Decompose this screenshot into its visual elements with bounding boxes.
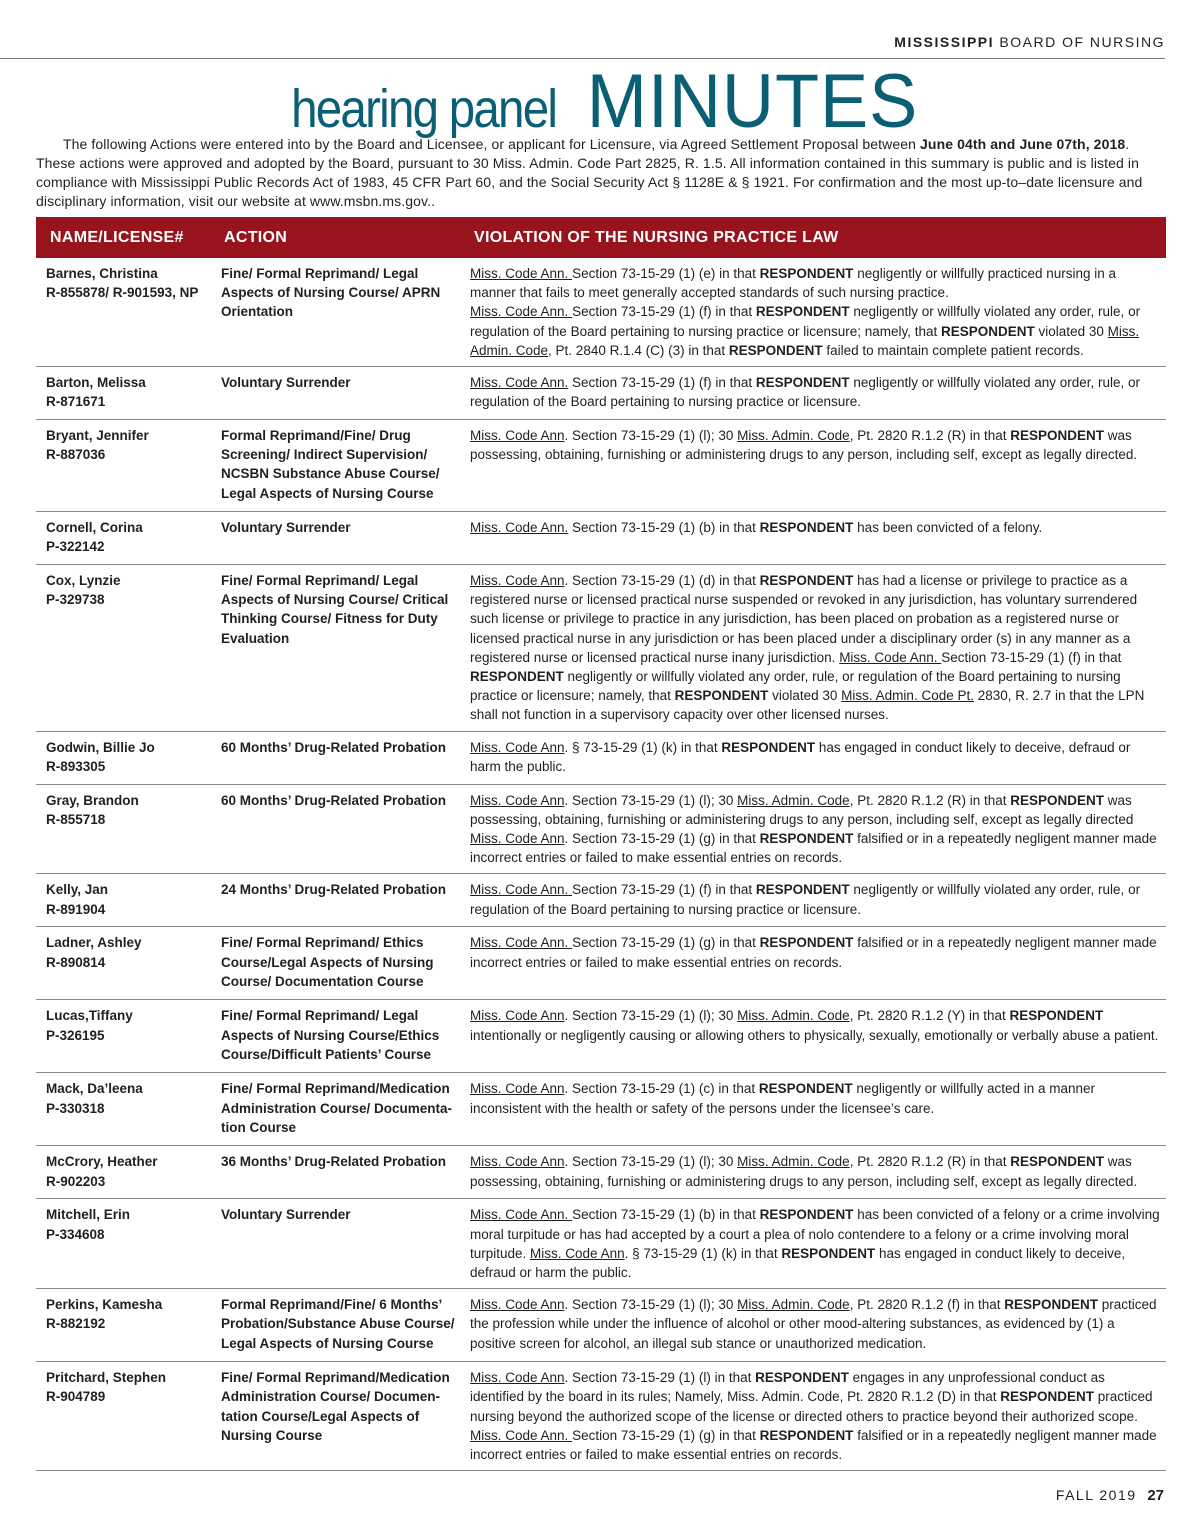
- licensee-name: Bryant, Jennifer: [46, 428, 149, 444]
- licensee-name: Cox, Lynzie: [46, 573, 121, 589]
- action-cell: 60 Months’ Drug-Related Probation: [221, 739, 447, 755]
- page-number: 27: [1147, 1487, 1164, 1504]
- page-header: [0, 0, 1165, 59]
- action-cell: Formal Reprimand/Fine/ 6 Months’ Probation/Substance Abuse Course/ Legal Aspects of Nursing Course: [221, 1297, 455, 1351]
- table-row: [36, 732, 1166, 785]
- license-number: R-887036: [46, 447, 106, 463]
- license-number: R-893305: [46, 758, 106, 774]
- licensee-name: Pritchard, Stephen: [46, 1370, 167, 1386]
- col-violation-header: VIOLATION OF THE NURSING PRACTICE LAW: [474, 229, 839, 246]
- violation-cell: Miss. Code Ann. Section 73-15-29 (1) (g) in that RESPONDENT falsified or in a repeatedly negligent manner made incorrect entries or failed to make essential entries on records.: [470, 935, 1157, 970]
- action-cell: Fine/ Formal Reprimand/Medication Administration Course/ Documen- tation Course/Legal Aspects of Nursing Course: [221, 1370, 450, 1443]
- action-cell: Fine/ Formal Reprimand/ Legal Aspects of Nursing Course/Ethics Course/Difficult Patients’ Course: [221, 1008, 440, 1062]
- violation-cell: Miss. Code Ann. § 73-15-29 (1) (k) in that RESPONDENT has engaged in conduct likely to deceive, defraud or harm the public.: [470, 739, 1131, 774]
- table-row: [36, 1073, 1166, 1146]
- violation-cell: Miss. Code Ann. Section 73-15-29 (1) (c) in that RESPONDENT negligently or willfully acted in a manner inconsistent with the health or safety of the persons under the licensee’s care.: [470, 1081, 1096, 1116]
- license-number: P-326195: [46, 1027, 105, 1043]
- violation-cell: Miss. Code Ann. Section 73-15-29 (1) (l); 30 Miss. Admin. Code, Pt. 2820 R.1.2 (R) in that RESPONDENT was possessing, obtaining, furnishing or administering drugs to any person, including self, except as legally directed Miss. Code Ann. Section 73-15-29 (1) (g) in that RESPONDENT falsified or in a repeatedly negligent manner made incorrect entries or failed to make essential entries on records.: [470, 792, 1157, 866]
- intro-paragraph: [36, 135, 1166, 211]
- action-cell: Formal Reprimand/Fine/ Drug Screening/ Indirect Supervision/ NCSBN Substance Abuse Course/ Legal Aspects of Nursing Course: [221, 428, 440, 501]
- licensee-name: Mack, Da’leena: [46, 1081, 143, 1097]
- table-row: [36, 1000, 1166, 1073]
- licensee-name: McCrory, Heather: [46, 1154, 158, 1170]
- license-number: R-882192: [46, 1316, 106, 1332]
- action-cell: Fine/ Formal Reprimand/ Legal Aspects of Nursing Course/ Critical Thinking Course/ Fitness for Duty Evaluation: [221, 573, 449, 646]
- issue-season: FALL 2019: [1055, 1487, 1137, 1503]
- license-number: R-890814: [46, 954, 106, 970]
- licensee-cell: [46, 933, 216, 971]
- license-number: R-902203: [46, 1173, 106, 1189]
- licensee-name: Lucas,Tiffany: [46, 1008, 133, 1024]
- table-row: [36, 1289, 1166, 1362]
- table-row: [36, 420, 1166, 512]
- violation-cell: Miss. Code Ann. Section 73-15-29 (1) (d) in that RESPONDENT has had a license or privilege to practice as a registered nurse or licensed practical nurse suspended or revoked in any jurisdiction, has voluntary surrendered such license or privilege to practice in any jurisdiction, has been placed on probation as a registered nurse or licensed practical nurse in any jurisdiction or has been placed under a disciplinary order (s) in any manner as a registered nurse or licensed practical nurse inany jurisdiction. Miss. Code Ann. Section 73-15-29 (1) (f) in that RESPONDENT negligently or willfully violated any order, rule, or regulation of the Board pertaining to nursing practice or licensure; namely, that RESPONDENT violated 30 Miss. Admin. Code Pt. 2830, R. 2.7 in that the LPN shall not function in a supervisory capacity over other licensed nurses.: [470, 573, 1145, 723]
- intro-dates: June 04th and June 07th, 2018: [920, 136, 1126, 152]
- table-row: [36, 927, 1166, 1000]
- table-row: [36, 1146, 1166, 1199]
- table-row: [36, 1362, 1166, 1471]
- violation-cell: Miss. Code Ann. Section 73-15-29 (1) (l); 30 Miss. Admin. Code, Pt. 2820 R.1.2 (R) in that RESPONDENT was possessing, obtaining, furnishing or administering drugs to any person, including self, except as legally directed.: [470, 1154, 1138, 1189]
- action-cell: 24 Months’ Drug-Related Probation: [221, 882, 447, 898]
- licensee-name: Barnes, Christina: [46, 266, 158, 281]
- col-name-header: NAME/LICENSE#: [50, 229, 184, 246]
- license-number: R-891904: [46, 901, 106, 917]
- intro-text-b: . These actions were approved and adopted by the Board, pursuant to 30 Miss. Admin. Code Part 2825, R. 1.5. All information contained in this summary is public and is listed in compliance with Mississippi Public Records Act of 1983, 45 CFR Part 60, and the Social Security Act § 1128E & § 1921. For confirmation and the most up-to–date licensure and disciplinary information, visit our website at www.msbn.ms.gov..: [36, 136, 1143, 209]
- violation-cell: Miss. Code Ann. Section 73-15-29 (1) (l); 30 Miss. Admin. Code, Pt. 2820 R.1.2 (Y) in that RESPONDENT intentionally or negligently causing or allowing others to physically, sexually, emotionally or verbally abuse a patient.: [470, 1008, 1159, 1043]
- license-number: P-329738: [46, 592, 105, 608]
- licensee-cell: [46, 1205, 216, 1243]
- actions-table: [36, 258, 1166, 1471]
- table-row: [36, 367, 1166, 420]
- license-number: R-904789: [46, 1389, 106, 1405]
- violation-cell: Miss. Code Ann. Section 73-15-29 (1) (f) in that RESPONDENT negligently or willfully violated any order, rule, or regulation of the Board pertaining to nursing practice or licensure.: [470, 882, 1141, 917]
- action-cell: Voluntary Surrender: [221, 375, 351, 391]
- license-number: P-330318: [46, 1100, 105, 1116]
- licensee-name: Godwin, Billie Jo: [46, 739, 155, 755]
- licensee-cell: [46, 1006, 216, 1044]
- licensee-cell: [46, 1368, 216, 1406]
- licensee-cell: [46, 426, 216, 464]
- table-row: [36, 258, 1166, 367]
- title-part2: MINUTES: [587, 59, 919, 144]
- action-cell: Voluntary Surrender: [221, 1207, 351, 1223]
- licensee-name: Perkins, Kamesha: [46, 1297, 163, 1313]
- licensee-name: Barton, Melissa: [46, 375, 146, 391]
- violation-cell: Miss. Code Ann. Section 73-15-29 (1) (e) in that RESPONDENT negligently or willfully practiced nursing in a manner that fails to meet generally accepted standards of such nursing practice. Miss. Code Ann. Section 73-15-29 (1) (f) in that RESPONDENT negligently or willfully violated any order, rule, or regulation of the Board pertaining to nursing practice or licensure; namely, that RESPONDENT violated 30 Miss. Admin. Code, Pt. 2840 R.1.4 (C) (3) in that RESPONDENT failed to maintain complete patient records.: [470, 266, 1141, 358]
- board-name: BOARD OF NURSING: [999, 34, 1165, 50]
- license-number: R-855878/ R-901593, NP: [46, 285, 199, 301]
- license-number: R-871671: [46, 394, 106, 410]
- licensee-name: Gray, Brandon: [46, 792, 139, 808]
- col-action-header: ACTION: [224, 229, 288, 246]
- table-row: [36, 1199, 1166, 1289]
- licensee-name: Ladner, Ashley: [46, 935, 142, 951]
- license-number: P-322142: [46, 539, 105, 555]
- action-cell: Fine/ Formal Reprimand/ Legal Aspects of Nursing Course/ APRN Orientation: [221, 266, 441, 320]
- table-row: [36, 565, 1166, 732]
- licensee-cell: [46, 1152, 216, 1190]
- publication-name: [894, 34, 1165, 50]
- licensee-cell: [46, 373, 216, 411]
- action-cell: Fine/ Formal Reprimand/Medication Administration Course/ Documenta- tion Course: [221, 1081, 453, 1135]
- page-footer: [1056, 1487, 1164, 1504]
- action-cell: Fine/ Formal Reprimand/ Ethics Course/Legal Aspects of Nursing Course/ Documentation Course: [221, 935, 434, 989]
- table-row: [36, 512, 1166, 565]
- licensee-cell: [46, 738, 216, 776]
- licensee-cell: [46, 1295, 216, 1333]
- licensee-name: Cornell, Corina: [46, 520, 143, 536]
- licensee-name: Kelly, Jan: [46, 882, 109, 898]
- state-name: MISSISSIPPI: [894, 34, 995, 50]
- violation-cell: Miss. Code Ann. Section 73-15-29 (1) (l); 30 Miss. Admin. Code, Pt. 2820 R.1.2 (R) in that RESPONDENT was possessing, obtaining, furnishing or administering drugs to any person, including self, except as legally directed.: [470, 428, 1138, 463]
- violation-cell: Miss. Code Ann. Section 73-15-29 (1) (l); 30 Miss. Admin. Code, Pt. 2820 R.1.2 (f) in that RESPONDENT practiced the profession while under the influence of alcohol or other mood-altering substances, as evidenced by (1) a positive screen for alcohol, an illegal sub stance or unauthorized medication.: [470, 1297, 1157, 1351]
- licensee-name: Mitchell, Erin: [46, 1207, 131, 1223]
- violation-cell: Miss. Code Ann. Section 73-15-29 (1) (b) in that RESPONDENT has been convicted of a felony.: [470, 520, 1043, 536]
- violation-cell: Miss. Code Ann. Section 73-15-29 (1) (l) in that RESPONDENT engages in any unprofessional conduct as identified by the board in its rules; Namely, Miss. Admin. Code, Pt. 2820 R.1.2 (D) in that RESPONDENT practiced nursing beyond the authorized scope of the license or directed others to practice beyond their authorized scope. Miss. Code Ann. Section 73-15-29 (1) (g) in that RESPONDENT falsified or in a repeatedly negligent manner made incorrect entries or failed to make essential entries on records.: [470, 1370, 1157, 1463]
- licensee-cell: [46, 264, 216, 302]
- licensee-cell: [46, 1079, 216, 1117]
- licensee-cell: [46, 518, 216, 556]
- title-part1: hearing panel: [290, 79, 556, 139]
- licensee-cell: [46, 791, 216, 829]
- action-cell: 60 Months’ Drug-Related Probation: [221, 792, 447, 808]
- intro-text-a: The following Actions were entered into by the Board and Licensee, or applicant for Licensure, via Agreed Settlement Proposal between: [63, 136, 921, 152]
- action-cell: Voluntary Surrender: [221, 520, 351, 536]
- violation-cell: Miss. Code Ann. Section 73-15-29 (1) (b) in that RESPONDENT has been convicted of a felony or a crime involving moral turpitude or has had accepted by a court a plea of nolo contendere to a felony or a crime involving moral turpitude. Miss. Code Ann. § 73-15-29 (1) (k) in that RESPONDENT has engaged in conduct likely to deceive, defraud or harm the public.: [470, 1207, 1160, 1281]
- violation-cell: Miss. Code Ann. Section 73-15-29 (1) (f) in that RESPONDENT negligently or willfully violated any order, rule, or regulation of the Board pertaining to nursing practice or licensure.: [470, 375, 1141, 410]
- page-title: [0, 58, 1200, 145]
- license-number: P-334608: [46, 1226, 105, 1242]
- table-header: [36, 217, 1166, 258]
- license-number: R-855718: [46, 811, 106, 827]
- licensee-cell: [46, 571, 216, 609]
- licensee-cell: [46, 880, 216, 918]
- table-row: [36, 874, 1166, 927]
- table-row: [36, 785, 1166, 875]
- action-cell: 36 Months’ Drug-Related Probation: [221, 1154, 447, 1170]
